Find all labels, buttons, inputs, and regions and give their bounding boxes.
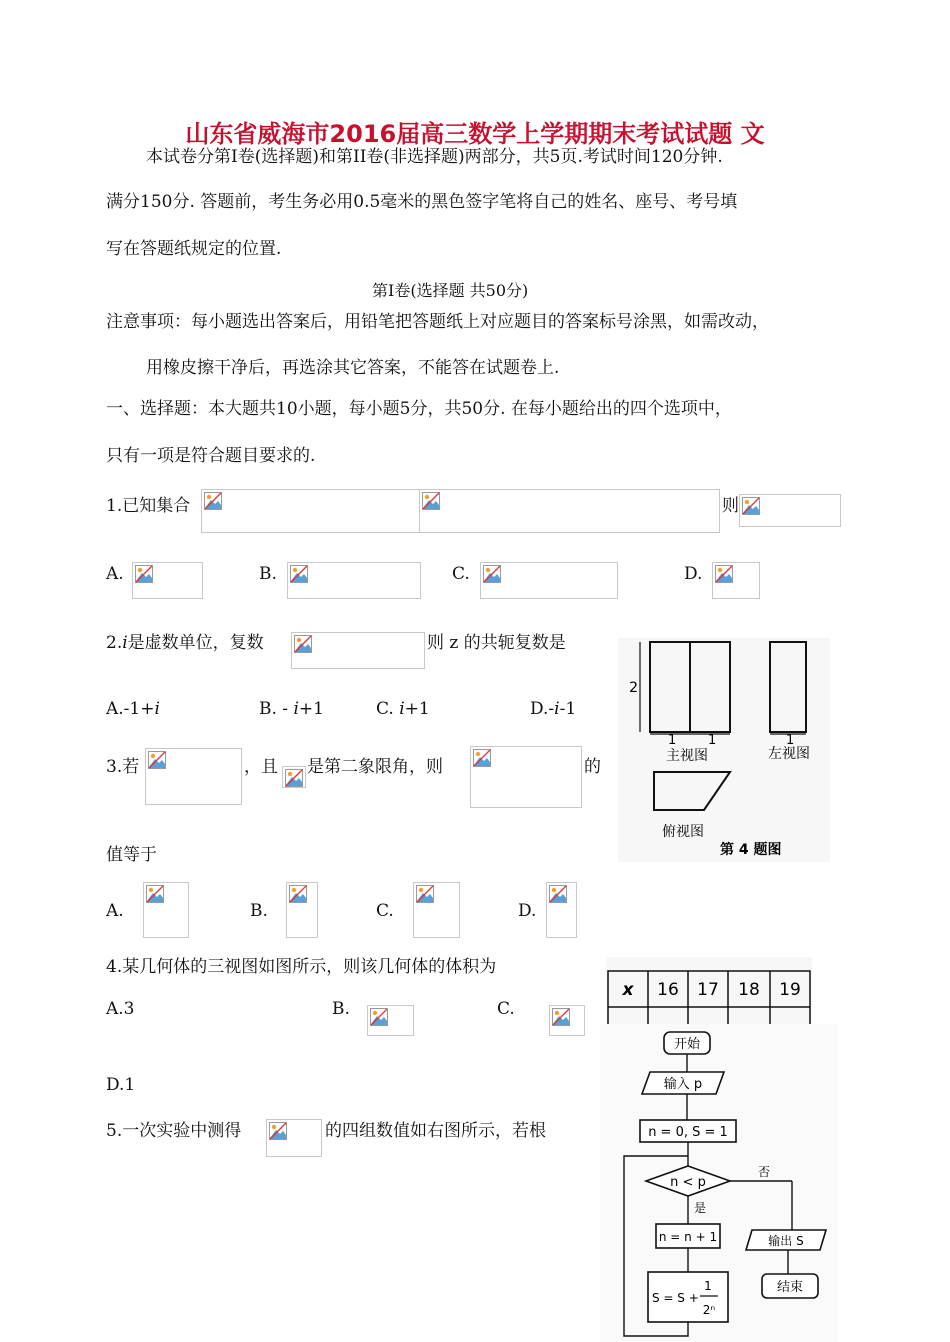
q4-option-c: C. (497, 999, 515, 1019)
q1-prefix: 1.已知集合 (106, 496, 191, 516)
formula-image (470, 746, 582, 808)
formula-image (367, 1005, 414, 1036)
side-view-label: 左视图 (768, 746, 810, 762)
q1-option-d: D. (684, 564, 703, 584)
q3-option-b: B. (250, 901, 268, 921)
q5-text: 的四组数值如右图所示，若根 (325, 1121, 546, 1141)
formula-image (480, 562, 618, 599)
width-label-2: 1 (708, 733, 717, 748)
q2-option-b: B. - (259, 699, 294, 719)
broken-image-icon (549, 885, 567, 903)
q2-number: 2. (106, 633, 123, 653)
formula-image (132, 562, 203, 599)
intro-line1: 本试卷分第Ⅰ卷(选择题)和第II卷(非选择题)两部分，共5页.考试时间120分钟. (146, 147, 723, 167)
flowchart-figure (600, 1024, 838, 1342)
q2-option-a-i: i (154, 699, 160, 719)
flow-yes-label: 是 (694, 1201, 707, 1215)
table-header-cell: 19 (779, 980, 801, 1000)
q1-option-c: C. (452, 564, 470, 584)
part1-line1: 一、选择题：本大题共10小题，每小题5分，共50分. 在每小题给出的四个选项中， (106, 399, 732, 419)
broken-image-icon (473, 749, 491, 767)
dimension-lines (640, 642, 806, 734)
top-view-label: 俯视图 (662, 824, 704, 840)
q3-quadrant: 是第二象限角，则 (307, 757, 443, 777)
broken-image-icon (285, 769, 303, 787)
formula-image (712, 562, 760, 599)
broken-image-icon (269, 1122, 287, 1140)
q3-de: 的 (584, 757, 601, 777)
flow-output-label: 输出 S (768, 1234, 804, 1248)
q1-then: 则 (722, 496, 739, 516)
formula-image (143, 882, 189, 938)
q3-and: ，且 (244, 757, 278, 777)
formula-image (282, 766, 306, 788)
figure-caption: 第 4 题图 (720, 842, 782, 858)
part1-line2: 只有一项是符合题目要求的. (106, 446, 316, 466)
formula-image (739, 494, 841, 527)
broken-image-icon (148, 751, 166, 769)
q4-option-a: A.3 (106, 999, 135, 1019)
q3-prefix: 3.若 (106, 757, 140, 777)
q4-text: 4.某几何体的三视图如图所示，则该几何体的体积为 (106, 957, 497, 977)
broken-image-icon (552, 1008, 570, 1026)
formula-image (419, 489, 720, 533)
q1-option-b: B. (259, 564, 277, 584)
q1-option-a: A. (106, 564, 124, 584)
table-header-cell: 18 (738, 980, 760, 1000)
broken-image-icon (204, 492, 222, 510)
broken-image-icon (422, 492, 440, 510)
q2-option-c: C. (376, 699, 400, 719)
q2-option-b-i: i (293, 699, 299, 719)
q2-option-a: A.-1+ (106, 699, 155, 719)
q5-prefix: 5.一次实验中测得 (106, 1121, 242, 1141)
broken-image-icon (135, 565, 153, 583)
broken-image-icon (289, 885, 307, 903)
q2-option-c-tail: +1 (404, 699, 430, 719)
q3-option-a: A. (106, 901, 124, 921)
formula-image (291, 632, 425, 669)
q2-option-d: D.- (530, 699, 555, 719)
flow-init-label: n = 0, S = 1 (648, 1125, 728, 1140)
width-label-1: 1 (668, 733, 677, 748)
intro-line3: 写在答题纸规定的位置. (106, 239, 282, 259)
q4-option-b: B. (332, 999, 350, 1019)
width-label-3: 1 (786, 733, 795, 748)
flow-sum-denominator: 2ⁿ (702, 1303, 716, 1317)
formula-image (266, 1119, 322, 1157)
q4-option-d: D.1 (106, 1075, 136, 1095)
flow-step-label: n = n + 1 (658, 1230, 718, 1244)
broken-image-icon (742, 497, 760, 515)
q2-text-tail: 则 z 的共轭复数是 (427, 633, 566, 653)
table-header-cell: 16 (657, 980, 679, 1000)
q3-equals: 值等于 (106, 845, 157, 865)
top-view-outline (654, 772, 730, 810)
notice-line1: 注意事项：每小题选出答案后，用铅笔把答题纸上对应题目的答案标号涂黑，如需改动， (106, 312, 769, 332)
q3-option-d: D. (518, 901, 537, 921)
front-view-label: 主视图 (666, 748, 708, 764)
three-views-figure (618, 638, 830, 862)
broken-image-icon (483, 565, 501, 583)
flow-end-label: 结束 (776, 1280, 804, 1295)
q2-option-d-tail: -1 (559, 699, 577, 719)
intro-line2: 满分150分. 答题前，考生务必用0.5毫米的黑色签字笔将自己的姓名、座号、考号填 (106, 192, 738, 212)
flow-input-label: 输入 p (663, 1077, 703, 1092)
broken-image-icon (416, 885, 434, 903)
q2-option-b-tail: +1 (298, 699, 324, 719)
formula-image (413, 882, 460, 938)
height-label: 2 (629, 680, 638, 696)
formula-image (145, 748, 242, 805)
flow-no-label: 否 (758, 1165, 771, 1179)
formula-image (286, 882, 318, 938)
broken-image-icon (370, 1008, 388, 1026)
table-header-x: x (622, 980, 634, 1000)
broken-image-icon (146, 885, 164, 903)
broken-image-icon (715, 565, 733, 583)
q2-option-c-i: i (399, 699, 405, 719)
broken-image-icon (290, 565, 308, 583)
table-header-cell: 17 (697, 980, 719, 1000)
side-view-outline (770, 642, 806, 732)
data-table-figure (606, 957, 812, 1027)
formula-image (287, 562, 421, 599)
q2-imag-unit: i (122, 633, 128, 653)
formula-image (201, 489, 420, 533)
flow-sum-numerator: 1 (704, 1279, 712, 1293)
page-title: 山东省威海市2016届高三数学上学期期末考试试题 文 (185, 120, 765, 148)
formula-image (546, 882, 577, 938)
q3-option-c: C. (376, 901, 394, 921)
broken-image-icon (294, 635, 312, 653)
flow-sum-left: S = S + (652, 1291, 699, 1305)
flow-cond-label: n < p (670, 1175, 706, 1190)
formula-image (549, 1005, 585, 1036)
q2-option-d-i: i (554, 699, 560, 719)
notice-line2: 用橡皮擦干净后，再选涂其它答案，不能答在试题卷上. (146, 358, 560, 378)
section-heading: 第Ⅰ卷(选择题 共50分) (372, 281, 529, 300)
q2-text: 是虚数单位，复数 (127, 633, 264, 653)
flow-start-label: 开始 (673, 1037, 701, 1052)
